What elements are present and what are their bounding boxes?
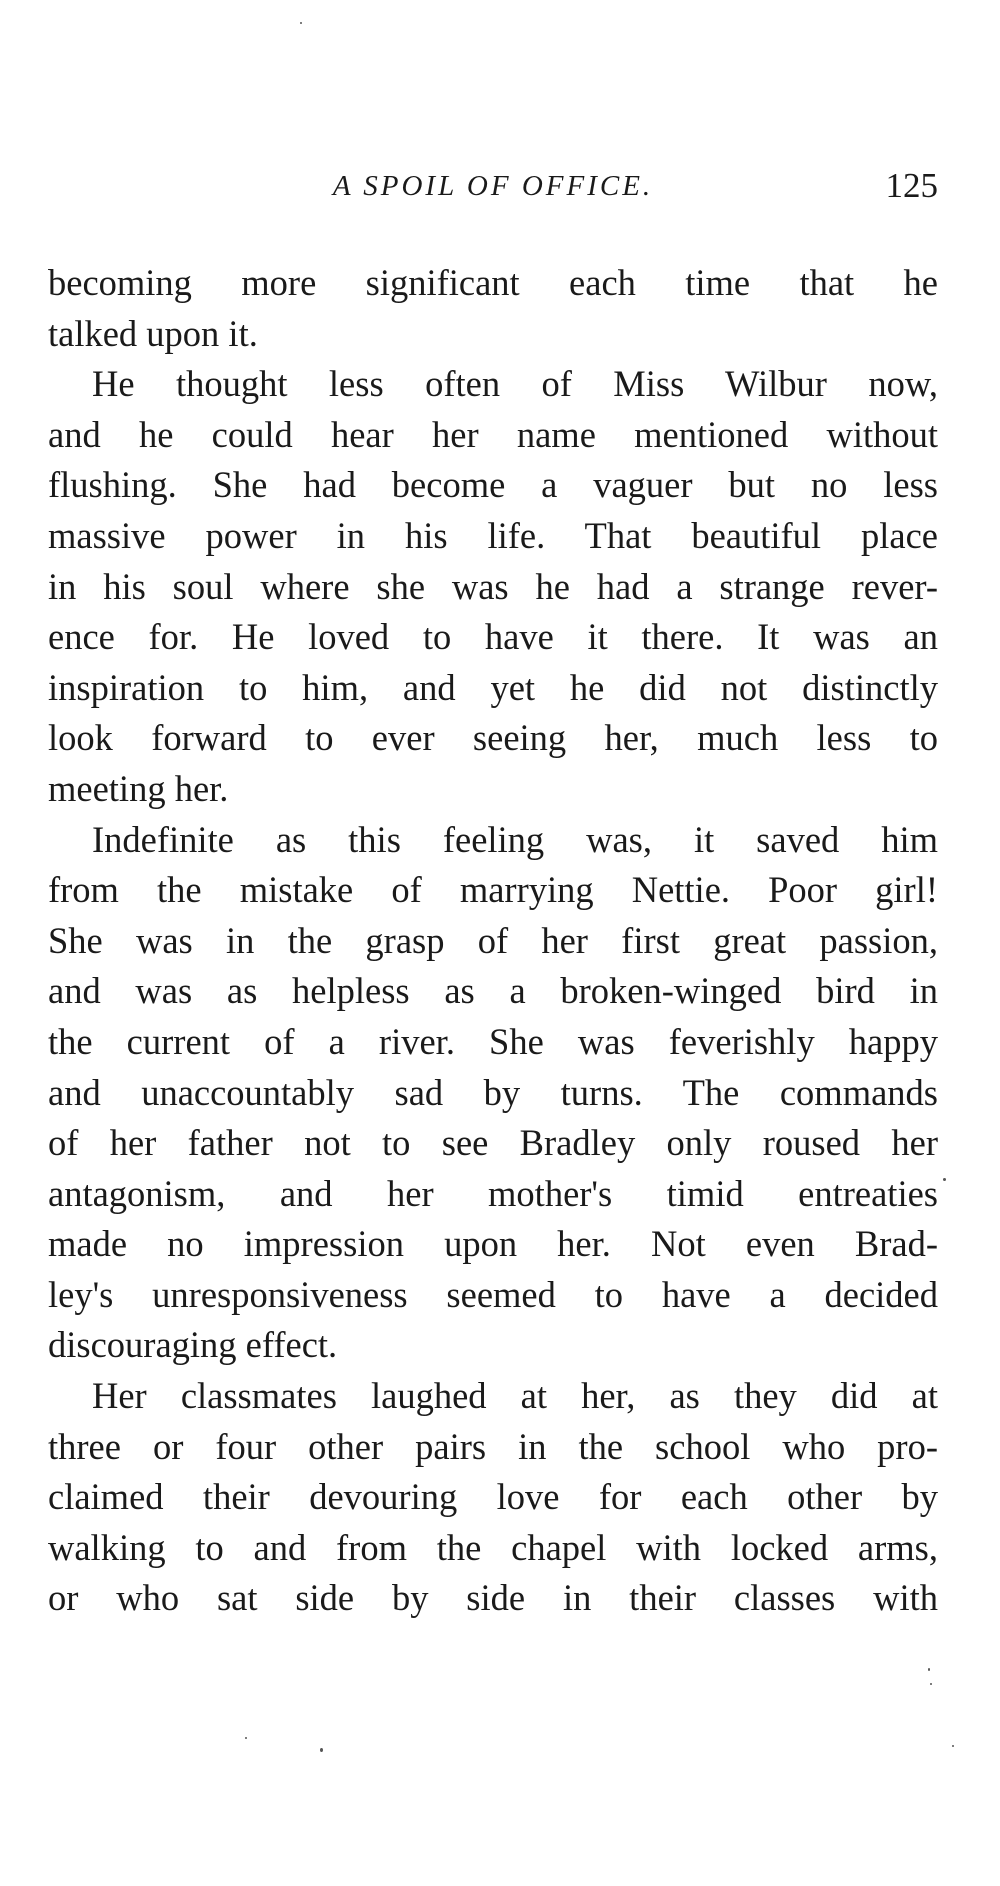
page-number: 125 (885, 166, 938, 205)
running-head (48, 166, 938, 220)
paper-speck (928, 1668, 930, 1671)
text-line: ley's unresponsiveness seemed to have a decided (48, 1273, 938, 1315)
text-line: and unaccountably sad by turns. The commands (48, 1071, 938, 1113)
text-line: discouraging effect. (48, 1324, 338, 1366)
text-line: and he could hear her name mentioned without (48, 413, 938, 455)
text-line: of her father not to see Bradley only roused her (48, 1122, 938, 1164)
paper-speck (320, 1748, 323, 1752)
text-line: ence for. He loved to have it there. It was an (48, 616, 938, 658)
text-line: becoming more significant each time that he (48, 262, 938, 303)
paper-speck (245, 1737, 247, 1739)
text-line: the current of a river. She was feverishly happy (48, 1020, 938, 1062)
text-line: look forward to ever seeing her, much less to (48, 717, 938, 759)
paper-speck (943, 1178, 946, 1181)
text-line: He thought less often of Miss Wilbur now, (92, 363, 938, 405)
text-line: made no impression upon her. Not even Brad- (48, 1223, 938, 1265)
text-line: claimed their devouring love for each other by (48, 1476, 938, 1518)
body-text (48, 258, 938, 1624)
text-line: from the mistake of marrying Nettie. Poor girl! (48, 869, 938, 911)
text-line: and was as helpless as a broken-winged bird in (48, 970, 938, 1012)
text-line: flushing. She had become a vaguer but no less (48, 464, 938, 506)
paper-speck (930, 1683, 932, 1685)
text-line: massive power in his life. That beautiful place (48, 514, 938, 556)
text-line: talked upon it. (48, 312, 258, 354)
text-line: three or four other pairs in the school who pro- (48, 1425, 938, 1467)
text-line: She was in the grasp of her first great passion, (48, 919, 938, 961)
text-line: Her classmates laughed at her, as they did at (92, 1375, 938, 1417)
text-line: meeting her. (48, 767, 229, 809)
text-line: in his soul where she was he had a strange rever- (48, 565, 938, 607)
running-title: A SPOIL OF OFFICE. (332, 170, 654, 202)
text-line: walking to and from the chapel with locked arms, (48, 1526, 938, 1568)
paper-speck (952, 1745, 954, 1747)
text-line: or who sat side by side in their classes with (48, 1577, 938, 1619)
paper-speck (300, 22, 302, 24)
text-line: antagonism, and her mother's timid entreaties (48, 1172, 938, 1214)
text-line: Indefinite as this feeling was, it saved him (92, 818, 938, 860)
text-line: inspiration to him, and yet he did not distinctly (48, 666, 938, 708)
